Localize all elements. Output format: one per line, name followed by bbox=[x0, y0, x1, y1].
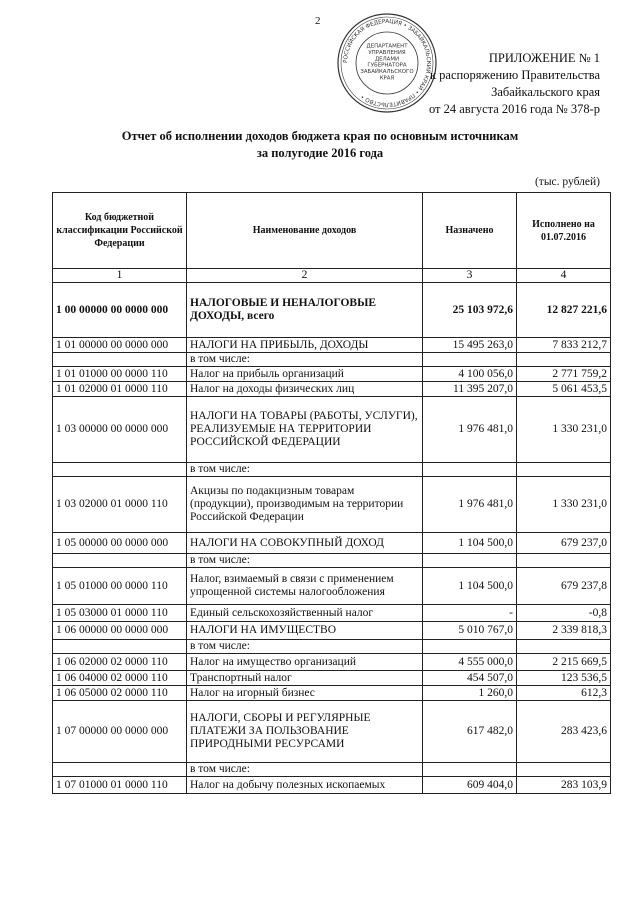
row-executed: 283 103,9 bbox=[517, 777, 611, 794]
units-label: (тыс. рублей) bbox=[534, 176, 600, 188]
row-planned: 617 482,0 bbox=[423, 701, 517, 763]
row-executed: 12 827 221,6 bbox=[517, 283, 611, 338]
table-row bbox=[53, 367, 611, 382]
row-name: Налог на добычу полезных ископаемых bbox=[187, 777, 423, 794]
row-name: Транспортный налог bbox=[187, 671, 423, 686]
row-name: Налог, взимаемый в связи с применением упрощенной системы налогообложения bbox=[187, 568, 423, 605]
appendix-title: ПРИЛОЖЕНИЕ № 1 bbox=[488, 51, 600, 65]
seal-center-line: ГУБЕРНАТОРА bbox=[367, 62, 407, 69]
table-row bbox=[53, 622, 611, 640]
seal-center-line: ЗАБАЙКАЛЬСКОГО bbox=[360, 69, 414, 76]
row-code bbox=[53, 554, 187, 568]
table-row bbox=[53, 283, 611, 338]
row-name: НАЛОГИ НА ТОВАРЫ (РАБОТЫ, УСЛУГИ), РЕАЛИЗУЕМЫЕ НА ТЕРРИТОРИИ РОССИЙСКОЙ ФЕДЕРАЦИИ bbox=[187, 397, 423, 463]
table-row bbox=[53, 397, 611, 463]
row-planned: 454 507,0 bbox=[423, 671, 517, 686]
row-code: 1 01 02000 01 0000 110 bbox=[53, 382, 187, 397]
row-code: 1 03 02000 01 0000 110 bbox=[53, 477, 187, 533]
table-row bbox=[53, 640, 611, 654]
row-executed: 612,3 bbox=[517, 686, 611, 701]
row-name: НАЛОГОВЫЕ И НЕНАЛОГОВЫЕ ДОХОДЫ, всего bbox=[187, 283, 423, 338]
row-code: 1 06 02000 02 0000 110 bbox=[53, 654, 187, 671]
row-code: 1 05 01000 00 0000 110 bbox=[53, 568, 187, 605]
row-executed: 7 833 212,7 bbox=[517, 338, 611, 353]
row-name: Единый сельскохозяйственный налог bbox=[187, 605, 423, 622]
col-index-4: 4 bbox=[517, 269, 611, 283]
row-code: 1 07 01000 01 0000 110 bbox=[53, 777, 187, 794]
table-row bbox=[53, 605, 611, 622]
row-planned: 15 495 263,0 bbox=[423, 338, 517, 353]
table-row bbox=[53, 382, 611, 397]
row-executed bbox=[517, 554, 611, 568]
row-planned: 25 103 972,6 bbox=[423, 283, 517, 338]
row-name: Налог на игорный бизнес bbox=[187, 686, 423, 701]
seal-center-line: КРАЯ bbox=[379, 75, 395, 82]
row-code: 1 06 04000 02 0000 110 bbox=[53, 671, 187, 686]
row-planned: 1 260,0 bbox=[423, 686, 517, 701]
row-executed: 1 330 231,0 bbox=[517, 397, 611, 463]
table-row bbox=[53, 701, 611, 763]
seal-center-line: ДЕПАРТАМЕНТ bbox=[366, 43, 408, 50]
appendix-ref: к распоряжению Правительства bbox=[429, 68, 600, 82]
table-row bbox=[53, 353, 611, 367]
table-row bbox=[53, 763, 611, 777]
row-code bbox=[53, 463, 187, 477]
row-code: 1 01 01000 00 0000 110 bbox=[53, 367, 187, 382]
row-code: 1 03 00000 00 0000 000 bbox=[53, 397, 187, 463]
row-code: 1 05 03000 01 0000 110 bbox=[53, 605, 187, 622]
table-row bbox=[53, 568, 611, 605]
column-index-row bbox=[53, 269, 611, 283]
page-number: 2 bbox=[315, 15, 321, 27]
row-executed: 679 237,0 bbox=[517, 533, 611, 554]
row-name: в том числе: bbox=[187, 640, 423, 654]
header-name: Наименование доходов bbox=[187, 193, 423, 269]
row-executed bbox=[517, 353, 611, 367]
row-executed: 283 423,6 bbox=[517, 701, 611, 763]
row-executed: 1 330 231,0 bbox=[517, 477, 611, 533]
row-planned: 11 395 207,0 bbox=[423, 382, 517, 397]
table-row bbox=[53, 777, 611, 794]
row-code: 1 06 05000 02 0000 110 bbox=[53, 686, 187, 701]
row-code: 1 06 00000 00 0000 000 bbox=[53, 622, 187, 640]
table-header-row bbox=[53, 193, 611, 269]
row-planned bbox=[423, 463, 517, 477]
row-executed bbox=[517, 640, 611, 654]
appendix-region: Забайкальского края bbox=[491, 85, 600, 99]
row-executed: -0,8 bbox=[517, 605, 611, 622]
row-code bbox=[53, 353, 187, 367]
row-executed bbox=[517, 763, 611, 777]
row-executed: 2 215 669,5 bbox=[517, 654, 611, 671]
row-planned: 1 104 500,0 bbox=[423, 568, 517, 605]
seal-center-line: ДЕЛАМИ bbox=[374, 56, 400, 63]
row-name: в том числе: bbox=[187, 353, 423, 367]
table-row bbox=[53, 338, 611, 353]
table-row bbox=[53, 477, 611, 533]
row-executed bbox=[517, 463, 611, 477]
row-planned: 4 555 000,0 bbox=[423, 654, 517, 671]
table-row bbox=[53, 671, 611, 686]
row-name: Налог на доходы физических лиц bbox=[187, 382, 423, 397]
row-planned: 4 100 056,0 bbox=[423, 367, 517, 382]
appendix-block bbox=[340, 50, 600, 118]
row-executed: 679 237,8 bbox=[517, 568, 611, 605]
row-name: Акцизы по подакцизным товарам (продукции), производимым на территории Российской Федерации bbox=[187, 477, 423, 533]
col-index-2: 2 bbox=[187, 269, 423, 283]
svg-text:РОССИЙСКАЯ ФЕДЕРАЦИЯ • ЗАБАЙКА: РОССИЙСКАЯ ФЕДЕРАЦИЯ • ЗАБАЙКАЛЬСКИЙ КРАЙ • ПРАВИТЕЛЬСТВО • bbox=[342, 18, 432, 108]
row-name: НАЛОГИ НА ПРИБЫЛЬ, ДОХОДЫ bbox=[187, 338, 423, 353]
row-name: Налог на имущество организаций bbox=[187, 654, 423, 671]
table-row bbox=[53, 533, 611, 554]
row-name: Налог на прибыль организаций bbox=[187, 367, 423, 382]
row-name: НАЛОГИ, СБОРЫ И РЕГУЛЯРНЫЕ ПЛАТЕЖИ ЗА ПОЛЬЗОВАНИЕ ПРИРОДНЫМИ РЕСУРСАМИ bbox=[187, 701, 423, 763]
row-code: 1 07 00000 00 0000 000 bbox=[53, 701, 187, 763]
row-name: в том числе: bbox=[187, 463, 423, 477]
row-code: 1 05 00000 00 0000 000 bbox=[53, 533, 187, 554]
table-row bbox=[53, 654, 611, 671]
report-title-line1: Отчет об исполнении доходов бюджета края по основным источникам bbox=[121, 129, 519, 143]
row-code: 1 00 00000 00 0000 000 bbox=[53, 283, 187, 338]
row-code: 1 01 00000 00 0000 000 bbox=[53, 338, 187, 353]
table-row bbox=[53, 686, 611, 701]
row-name: НАЛОГИ НА СОВОКУПНЫЙ ДОХОД bbox=[187, 533, 423, 554]
row-code bbox=[53, 640, 187, 654]
row-executed: 123 536,5 bbox=[517, 671, 611, 686]
header-executed: Исполнено на 01.07.2016 bbox=[517, 193, 611, 269]
row-name: НАЛОГИ НА ИМУЩЕСТВО bbox=[187, 622, 423, 640]
row-planned: 1 104 500,0 bbox=[423, 533, 517, 554]
report-title-line2: за полугодие 2016 года bbox=[256, 146, 384, 160]
table-row bbox=[53, 554, 611, 568]
row-executed: 5 061 453,5 bbox=[517, 382, 611, 397]
row-executed: 2 339 818,3 bbox=[517, 622, 611, 640]
header-planned: Назначено bbox=[423, 193, 517, 269]
seal-center-line: УПРАВЛЕНИЯ bbox=[368, 49, 406, 56]
row-name: в том числе: bbox=[187, 763, 423, 777]
row-planned bbox=[423, 763, 517, 777]
row-code bbox=[53, 763, 187, 777]
row-planned: - bbox=[423, 605, 517, 622]
row-planned: 609 404,0 bbox=[423, 777, 517, 794]
appendix-date: от 24 августа 2016 года № 378-р bbox=[428, 102, 600, 116]
report-title bbox=[0, 128, 640, 162]
row-planned bbox=[423, 640, 517, 654]
table-row bbox=[53, 463, 611, 477]
header-code: Код бюджетной классификации Российской Федерации bbox=[53, 193, 187, 269]
row-planned bbox=[423, 353, 517, 367]
col-index-1: 1 bbox=[53, 269, 187, 283]
row-planned: 1 976 481,0 bbox=[423, 477, 517, 533]
row-planned bbox=[423, 554, 517, 568]
row-executed: 2 771 759,2 bbox=[517, 367, 611, 382]
row-planned: 1 976 481,0 bbox=[423, 397, 517, 463]
revenue-table bbox=[52, 192, 611, 794]
row-name: в том числе: bbox=[187, 554, 423, 568]
row-planned: 5 010 767,0 bbox=[423, 622, 517, 640]
col-index-3: 3 bbox=[423, 269, 517, 283]
